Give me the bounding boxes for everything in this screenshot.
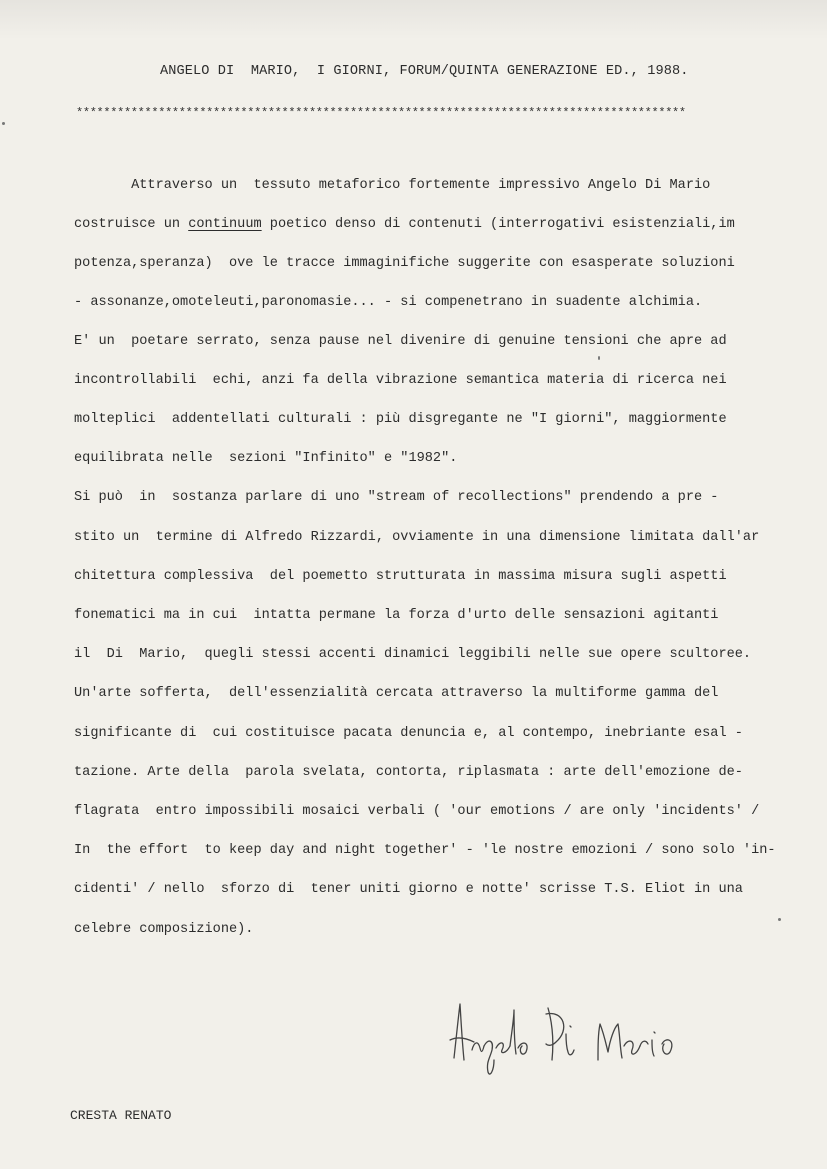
author-credit: CRESTA RENATO xyxy=(70,1108,172,1123)
body-line: incontrollabili echi, anzi fa della vibrazione semantica materia di ricerca nei xyxy=(74,373,727,388)
handwritten-signature xyxy=(448,1000,718,1080)
asterisk-divider: ***************************************************************************************** xyxy=(76,106,686,120)
body-line: - assonanze,omoteleuti,paronomasie... - si compenetrano in suadente alchimia. xyxy=(74,295,703,310)
body-line: molteplici addentellati culturali : più disgregante ne "I giorni", maggiormente xyxy=(74,412,727,427)
document-header: ANGELO DI MARIO, I GIORNI, FORUM/QUINTA GENERAZIONE ED., 1988. xyxy=(160,64,689,79)
body-line: cidenti' / nello sforzo di tener uniti giorno e notte' scrisse T.S. Eliot in una xyxy=(74,882,743,897)
paper-speck xyxy=(778,918,781,921)
paper-speck xyxy=(2,122,5,125)
body-line-part: costruisce un xyxy=(74,217,189,232)
body-line: stito un termine di Alfredo Rizzardi, ovviamente in una dimensione limitata dall'ar xyxy=(74,530,760,545)
body-line: Si può in sostanza parlare di uno "stream of recollections" prendendo a pre - xyxy=(74,490,719,505)
body-line: significante di cui costituisce pacata denuncia e, al contempo, inebriante esal - xyxy=(74,726,743,741)
underlined-term: continuum xyxy=(188,217,262,232)
signature-icon xyxy=(448,1000,718,1080)
body-line: il Di Mario, quegli stessi accenti dinamici leggibili nelle sue opere scultoree. xyxy=(74,647,752,662)
body-line: Un'arte sofferta, dell'essenzialità cercata attraverso la multiforme gamma del xyxy=(74,686,719,701)
body-line: chitettura complessiva del poemetto strutturata in massima misura sugli aspetti xyxy=(74,569,727,584)
body-line: flagrata entro impossibili mosaici verbali ( 'our emotions / are only 'incidents' / xyxy=(74,804,760,819)
body-line: In the effort to keep day and night together' - 'le nostre emozioni / sono solo 'in- xyxy=(74,843,776,858)
body-line: potenza,speranza) ove le tracce immaginifiche suggerite con esasperate soluzioni xyxy=(74,256,735,271)
body-line: Attraverso un tessuto metaforico fortemente impressivo Angelo Di Mario xyxy=(74,178,711,193)
body-line: fonematici ma in cui intatta permane la forza d'urto delle sensazioni agitanti xyxy=(74,608,719,623)
body-line xyxy=(74,215,735,235)
paper-speck xyxy=(598,356,600,360)
body-line-part: poetico denso di contenuti (interrogativi esistenziali,im xyxy=(261,217,735,232)
body-line: E' un poetare serrato, senza pause nel divenire di genuine tensioni che apre ad xyxy=(74,334,727,349)
body-line: celebre composizione). xyxy=(74,922,254,937)
body-line: equilibrata nelle sezioni "Infinito" e "1982". xyxy=(74,451,458,466)
body-line: tazione. Arte della parola svelata, contorta, riplasmata : arte dell'emozione de- xyxy=(74,765,743,780)
